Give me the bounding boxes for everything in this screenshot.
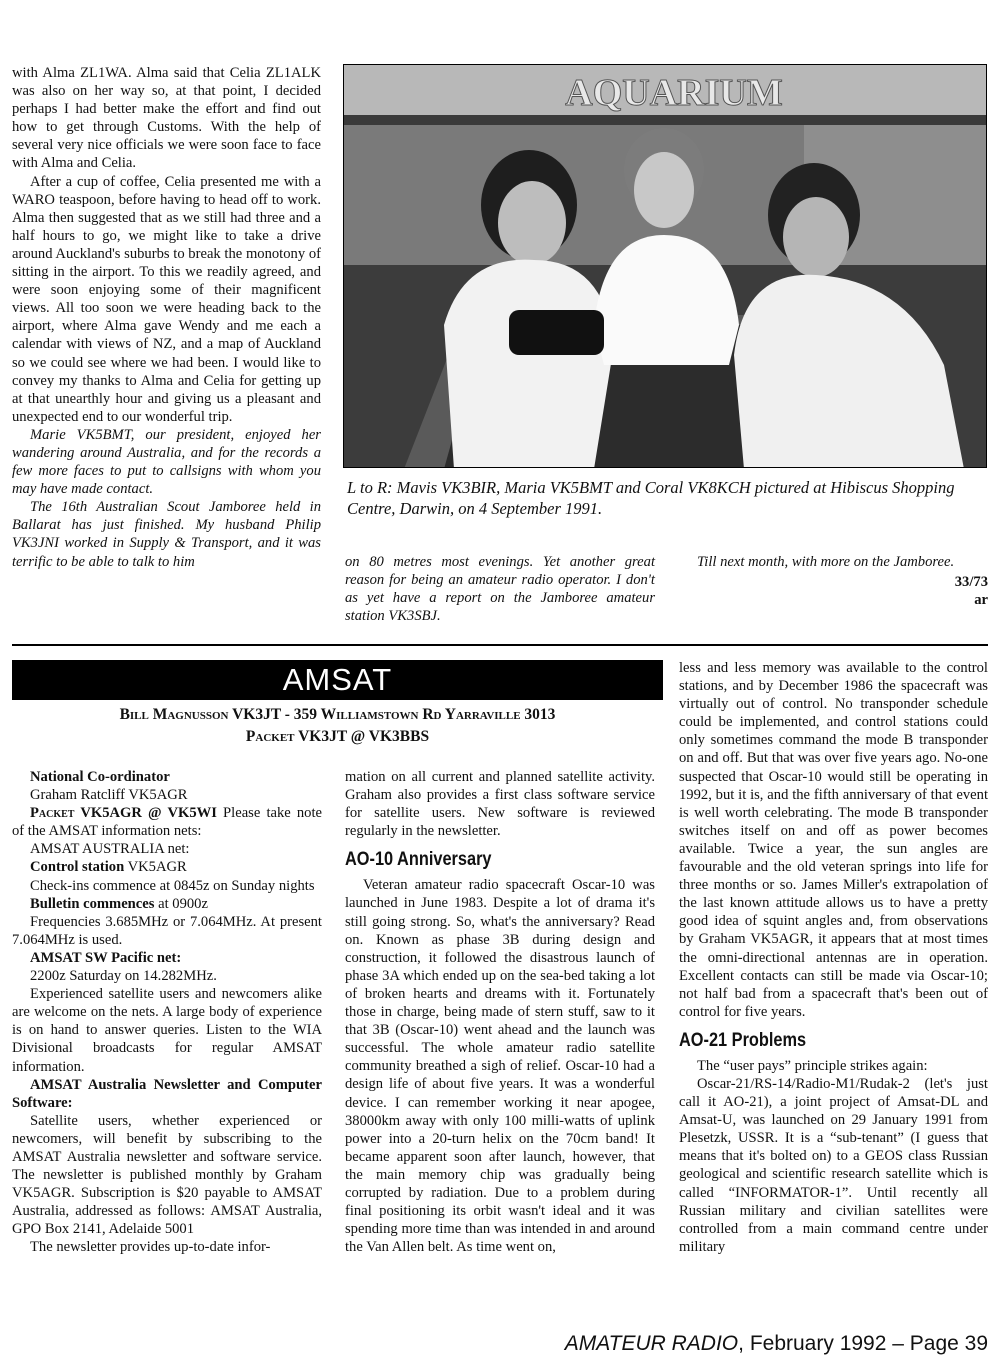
paragraph <box>12 895 322 913</box>
photo <box>343 64 987 468</box>
paragraph: on 80 metres most evenings. Yet another great reason for being an amateur radio operator. I don't as yet have a report on the Jamboree amateur station VK3SBJ. <box>345 554 655 625</box>
amsat-column-3 <box>679 659 988 1256</box>
paragraph: mation on all current and planned satellite activity. Graham also provides a first class software service for satellite users. New software is reviewed regularly in the newsletter. <box>345 769 655 840</box>
bulletin-label: Bulletin commences <box>30 895 155 912</box>
paragraph: Check-ins commence at 0845z on Sunday nights <box>30 877 315 894</box>
subheading: AMSAT Australia Newsletter and Computer Software: <box>12 1076 322 1111</box>
editor-note: Marie VK5BMT, our president, enjoyed her wandering around Australia, and for the records a few more faces to put to callsigns with whom you may have made contact. <box>12 426 321 498</box>
column-title-banner: AMSAT <box>12 660 663 700</box>
page-footer <box>565 1332 988 1356</box>
photo-caption: L to R: Mavis VK3BIR, Maria VK5BMT and Coral VK8KCH pictured at Hibiscus Shopping Centre, Darwin, on 4 September 1991. <box>347 478 955 518</box>
section-heading: AO-21 Problems <box>679 1029 807 1051</box>
photo-sign: AQUARIUM <box>565 72 783 114</box>
packet-text: Please take note of the AMSAT information nets: <box>12 805 322 840</box>
paragraph: with Alma ZL1WA. Alma said that Celia ZL1ALK was also on her way so, at that point, I decided perhaps I had better make the effort and find out how to get through Customs. With the help of several very nice officials we were soon face to face with Alma and Celia. <box>12 65 321 172</box>
section-divider <box>12 644 988 646</box>
control-value: VK5AGR <box>124 859 187 876</box>
top-column-3 <box>679 553 988 609</box>
photo-illustration <box>344 65 987 468</box>
paragraph: Oscar-21/RS-14/Radio-M1/Rudak-2 (let's just call it AO-21), a joint project of Amsat-DL and Amsat-U, was launched on 29 January 1991 from Plesetzk, USSR. It is a “sub-tenant” (I guess that means that it's bolted on) to a GEOS class Russian geological and scientific research satellite which is called “INFORMATOR-1”. Until recently all Russian military and civilian satellites were controlled from a main command centre under military <box>679 1075 988 1255</box>
paragraph: 2200z Saturday on 14.282MHz. <box>30 968 217 985</box>
signoff-ar: ar <box>974 592 988 609</box>
amsat-column-2 <box>345 768 655 1256</box>
amsat-column-1 <box>12 768 322 1257</box>
paragraph: The 16th Australian Scout Jamboree held in Ballarat has just finished. My husband Philip VK3JNI worked in Supply & Transport, and it was terrific to be able to talk to him <box>12 499 321 570</box>
paragraph: Graham Ratcliff VK5AGR <box>30 787 188 804</box>
paragraph <box>12 858 322 876</box>
subheading: AMSAT SW Pacific net: <box>30 949 182 966</box>
paragraph: After a cup of coffee, Celia presented me with a WARO teaspoon, before having to head off to work. Alma then suggested that as we still had three and a half hours to go, we might like to take a drive around Auckland's suburbs to break the monotony of sitting in the airport. To this we readily agreed, and were soon enjoying some of their magnificent views. All too soon we were heading back to the airport, where Alma gave Wendy and me each a calendar with views of NZ, and a map of Auckland so we could see where we had been. I would like to convey my thanks to Alma and Celia for getting up at that unearthly hour and giving us a pleasant and unexpected end to our wonderful trip. <box>12 173 321 425</box>
top-column-1 <box>12 64 321 571</box>
signoff-code: 33/73 <box>954 574 988 591</box>
subheading: National Co-ordinator <box>30 769 170 785</box>
paragraph: Till next month, with more on the Jamboree. <box>697 554 955 570</box>
paragraph <box>12 804 322 840</box>
paragraph: less and less memory was available to the control stations, and by December 1986 the spacecraft was virtually out of control. No transponder schedule could be implemented, and control stations could only sometimes command the mode B transponder on and off. But that was over five years ago. No-one suspected that Oscar-10 would still be operating in 1992, but it is, and the fifth anniversary of that event is well worth celebrating. The mode B transponder switches itself on and off as power becomes available. Twice a year, the sun angles are favourable and the old veteran springs into life for three months or so. James Miller's extrapolation of the last known attitude allows us to have a pretty good idea of squint angles and, from observations by Graham VK5AGR, it appears that at most times the omni-directional antennas are in operation. Excellent contacts can still be made via Oscar-10; not half bad from a spacecraft that's been out of control for five years. <box>679 660 988 1020</box>
paragraph: The newsletter provides up-to-date infor- <box>30 1239 271 1256</box>
paragraph: The “user pays” principle strikes again: <box>697 1057 928 1074</box>
issue-page: , February 1992 – Page 39 <box>738 1332 988 1355</box>
magazine-name: AMATEUR RADIO <box>564 1332 739 1355</box>
paragraph: Frequencies 3.685MHz or 7.064MHz. At present 7.064MHz is used. <box>12 913 322 948</box>
byline <box>12 704 663 748</box>
paragraph: Satellite users, whether experienced or newcomers, will benefit by subscribing to the AMSAT Australia newsletter and software service. The newsletter is published monthly by Graham VK5AGR. Subscription is $20 payable to AMSAT Australia, addressed as follows: AMSAT Australia, GPO Box 2141, Adelaide 5001 <box>12 1112 322 1238</box>
paragraph: Veteran amateur radio spacecraft Oscar-10 was launched in June 1983. Despite a lot of drama it's still going strong. So, what's the anniversary? Read on. Known as phase 3B during design and construction, it followed the disastrous launch of phase 3A which ended up on the sea-bed taking a lot of broken hearts and dreams with it. Fortunately those in charge, being made of stern stuff, saw to it that 3B (Oscar-10) went ahead and the launch was successful. The whole amateur radio satellite community breathed a sigh of relief. Oscar-10 had a design life of about five years. It was a wonderful device. I can remember working it near apogee, 38000km away with only 100 milli-watts of uplink power into a 20-turn helix on the 70cm band! It became apparent soon after launch, however, that the main memory chip was gradually being corrupted by radiation. Due to a problem during final positioning its orbit wasn't ideal and it was spending more time than was intended in and around the Van Allen belt. As time went on, <box>345 877 655 1256</box>
control-label: Control station <box>30 859 125 876</box>
paragraph: Experienced satellite users and newcomers alike are welcome on the nets. A large body of experience is on hand to answer queries. Listen to the WIA Divisional broadcasts for regular AMSAT information. <box>12 986 322 1075</box>
top-column-2 <box>345 553 655 625</box>
packet-label: Packet VK5AGR @ VK5WI <box>30 805 217 822</box>
byline-packet: Packet VK3JT @ VK3BBS <box>245 728 430 745</box>
section-heading: AO-10 Anniversary <box>345 849 492 871</box>
byline-address: Bill Magnusson VK3JT - 359 Williamstown Rd Yarraville 3013 <box>119 706 556 723</box>
paragraph: AMSAT AUSTRALIA net: <box>30 841 190 858</box>
bulletin-value: at 0900z <box>154 895 208 912</box>
